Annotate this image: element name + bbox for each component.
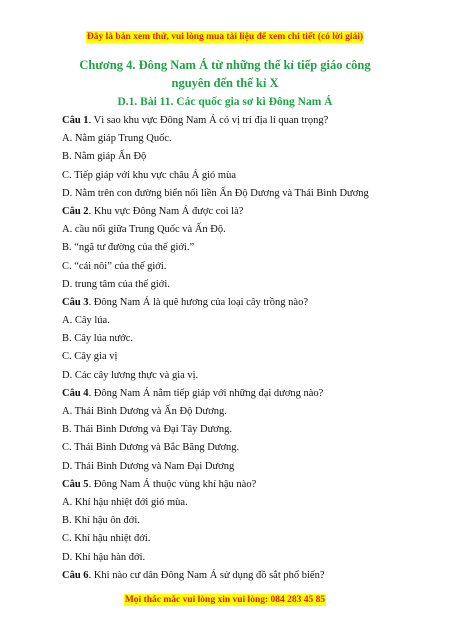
answer-option: A. Khí hậu nhiệt đới gió mùa.	[62, 496, 188, 508]
question-text: . Khu vực Đông Nam Á được coi là?	[88, 205, 244, 217]
question-text: . Khi nào cư dân Đông Nam Á sử dụng đồ sắt phổ biến?	[88, 569, 325, 581]
question-label: Câu 2	[62, 205, 89, 217]
preview-banner	[0, 26, 450, 44]
section-title: D.1. Bài 11. Các quốc gia sơ kì Đông Nam Á	[117, 96, 333, 108]
question-text: . Đông Nam Á nằm tiếp giáp với những đại dương nào?	[88, 387, 324, 399]
question-label: Câu 1	[62, 115, 89, 126]
question-3	[62, 294, 432, 312]
answer-option: C. “cái nôi” của thế giới.	[62, 260, 167, 272]
contact-footer	[0, 589, 450, 607]
answer-option: B. Cây lúa nước.	[62, 333, 134, 345]
answer-option: B. Nằm giáp Ấn Độ	[62, 151, 147, 163]
question-text: . Đông Nam Á thuộc vùng khí hậu nào?	[88, 478, 257, 490]
answer-option: D. Các cây lương thực và gia vị.	[62, 369, 199, 381]
answer-option: B. Khí hậu ôn đới.	[62, 515, 140, 527]
answer-option: C. Thái Bình Dương và Bắc Băng Dương.	[62, 442, 240, 454]
answer-option: D. Nằm trên con đường biển nối liền Ấn Độ Dương và Thái Bình Dương	[62, 187, 369, 199]
question-2	[62, 203, 432, 221]
preview-banner-text: Đây là bản xem thử, vui lòng mua tài liệu để xem chi tiết (có lời giải)	[86, 32, 364, 42]
answer-option: C. Tiếp giáp với khu vực châu Á gió mùa	[62, 169, 236, 181]
question-label: Câu 4	[62, 387, 89, 399]
answer-option: D. trung tâm của thế giới.	[62, 278, 170, 290]
question-list	[62, 112, 432, 585]
question-4	[62, 385, 432, 403]
question-label: Câu 3	[62, 296, 89, 308]
chapter-title: Chương 4. Đông Nam Á từ những thế kỉ tiếp giáo công nguyên đến thế kỉ X	[79, 58, 371, 90]
answer-option: B. Thái Bình Dương và Đại Tây Dương.	[62, 424, 232, 436]
answer-option: B. “ngã tư đường của thế giới.”	[62, 242, 195, 254]
answer-option: C. Cây gia vị	[62, 351, 118, 363]
question-text: . Đông Nam Á là quê hương của loại cây trồng nào?	[88, 296, 308, 308]
answer-option: A. cầu nối giữa Trung Quốc và Ấn Độ.	[62, 224, 226, 236]
answer-option: A. Thái Bình Dương và Ấn Độ Dương.	[62, 406, 227, 417]
question-text: . Vì sao khu vực Đông Nam Á có vị trí địa lí quan trọng?	[88, 115, 329, 126]
answer-option: C. Khí hậu nhiệt đới.	[62, 533, 151, 545]
question-label: Câu 6	[62, 569, 89, 581]
answer-option: D. Khí hậu hàn đới.	[62, 551, 146, 563]
question-6	[62, 567, 432, 585]
contact-footer-text: Mọi thắc mắc vui lòng xin vui lòng: 084 283 45 85	[124, 595, 326, 605]
answer-option: A. Cây lúa.	[62, 315, 110, 327]
answer-option: D. Thái Bình Dương và Nam Đại Dương	[62, 460, 235, 472]
question-label: Câu 5	[62, 478, 89, 490]
answer-option: A. Nằm giáp Trung Quốc.	[62, 133, 172, 145]
question-5	[62, 476, 432, 494]
question-1	[62, 112, 432, 130]
